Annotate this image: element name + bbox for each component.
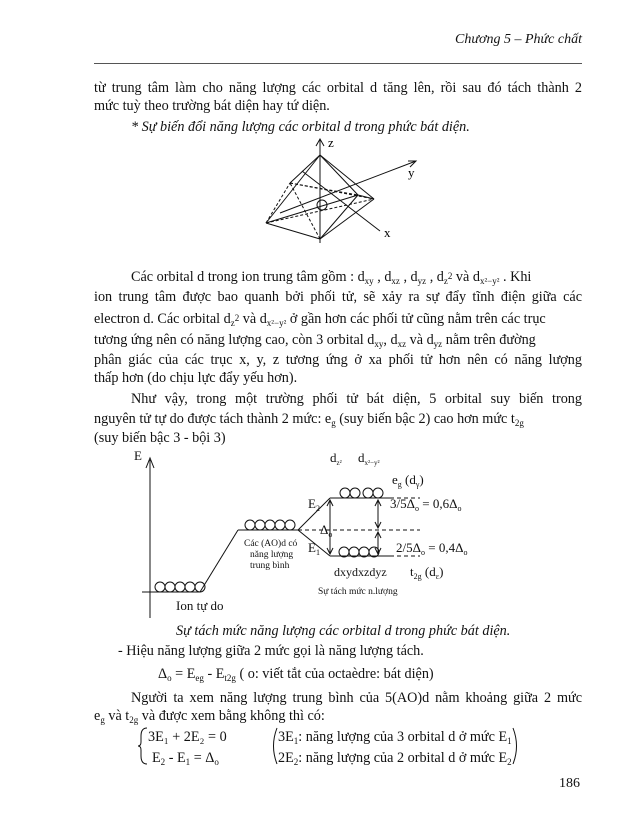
equation-2: $E_2 - E_1 = \Delta_o$ — [152, 750, 219, 767]
equation-1: 3E₁ + 2E₂ = 0 — [148, 729, 227, 745]
section-heading: * Sự biến đổi năng lượng các orbital d trong phức bát diện. — [131, 119, 470, 135]
octahedron-figure — [250, 135, 430, 250]
E2-label: $E_2$ — [308, 496, 320, 513]
para4-line1: - Hiệu năng lượng giữa 2 mức gọi là năng lượng tách. — [118, 643, 424, 659]
t2g-level-label: $t_{2g}$ $(d_\varepsilon)$ — [410, 564, 444, 581]
chapter-header: Chương 5 – Phức chất — [455, 32, 582, 47]
eg-level-label: $e_g$ $(d_\gamma)$ — [392, 472, 424, 489]
split-caption: Sự tách mức n.lượng — [318, 587, 398, 597]
splitting-diagram — [120, 446, 520, 624]
para2-line1: Các orbital d trong ion trung tâm gồm : $d_{xy}$ , $d_{xz}$ , $d_{yz}$ , $d_{z^2}$ và $d_{x^2-y^2}$ . Khi — [131, 269, 532, 286]
free-ion-label: Ion tự do — [176, 598, 224, 613]
avg-label-line1: Các (AO)d có — [244, 539, 298, 549]
axis-y-label: y — [408, 165, 415, 180]
avg-label-line3: trung bình — [250, 561, 290, 571]
para2-line3: electron d. Các orbital $d_{z^2}$ và $d_{x^2-y^2}$ ở gần hơn các phối tử cũng nằm trên các trục — [94, 311, 546, 328]
para3-line2: nguyên tử tự do được tách thành 2 mức: $e_g$ (suy biến bậc 2) cao hơn mức $t_{2g}$ — [94, 411, 524, 428]
dx2y2-label: $d_{x^2-y^2}$ — [358, 450, 380, 467]
E1-label: $E_1$ — [308, 540, 320, 557]
upper-fraction: $3/5\Delta_o = 0,6\Delta_o$ — [390, 496, 462, 513]
t2g-orbital-names: dxydxzdyz — [334, 565, 387, 579]
note-3E1: $3E_1$: năng lượng của 3 orbital d ở mức $E_1$ — [278, 729, 512, 746]
figure-caption: Sự tách mức năng lượng các orbital d trong phức bát diện. — [176, 623, 511, 639]
para5-line2: $e_g$ và $t_{2g}$ và được xem bằng không thì có: — [94, 708, 325, 725]
lower-fraction: $2/5\Delta_o = 0,4\Delta_o$ — [396, 540, 468, 557]
axis-z-label: z — [328, 135, 334, 150]
para3-line3: (suy biến bậc 3 - bội 3) — [94, 430, 226, 446]
para3-line1: Như vậy, trong một trường phối tử bát diện, 5 orbital suy biến trong — [131, 391, 582, 407]
para2-line6: thấp hơn (do chịu lực đẩy yếu hơn). — [94, 370, 298, 386]
para2-line5: phân giác của các trục x, y, z tương ứng ở xa phối tử hơn nên có năng lượng — [94, 352, 582, 368]
para1-line1: từ trung tâm làm cho năng lượng các orbital d tăng lên, rồi sau đó tách thành 2 — [94, 80, 582, 96]
page-number: 186 — [559, 776, 580, 791]
right-paren — [512, 726, 522, 766]
avg-label-line2: năng lượng — [250, 550, 294, 560]
energy-axis-label: E — [134, 448, 142, 463]
axis-x-label: x — [384, 225, 391, 240]
header-rule — [94, 63, 582, 64]
para2-line4: tương ứng nên có năng lượng cao, còn 3 orbital $d_{xy}$, $d_{xz}$ và $d_{yz}$ nằm trên đường — [94, 332, 536, 349]
note-2E2: $2E_2$: năng lượng của 2 orbital d ở mức $E_2$ — [278, 750, 512, 767]
dz2-label: $d_{z^2}$ — [330, 450, 342, 467]
delta-label: $\Delta_o$ — [320, 522, 333, 539]
para1-line2: mức tuỳ theo trường bát diện hay tứ diện. — [94, 98, 330, 114]
left-paren — [268, 726, 278, 766]
delta-formula: $\Delta_o = E_{eg} - E_{t2g}$ ( o: viết tắt của octaèdre: bát diện) — [158, 666, 434, 683]
para2-line2: ion trung tâm được bao quanh bởi phối tử, sẽ xảy ra sự đẩy tĩnh điện giữa các — [94, 289, 582, 305]
left-brace — [138, 726, 148, 766]
para5-line1: Người ta xem năng lượng trung bình của 5(AO)d nằm khoảng giữa 2 mức — [131, 690, 582, 706]
